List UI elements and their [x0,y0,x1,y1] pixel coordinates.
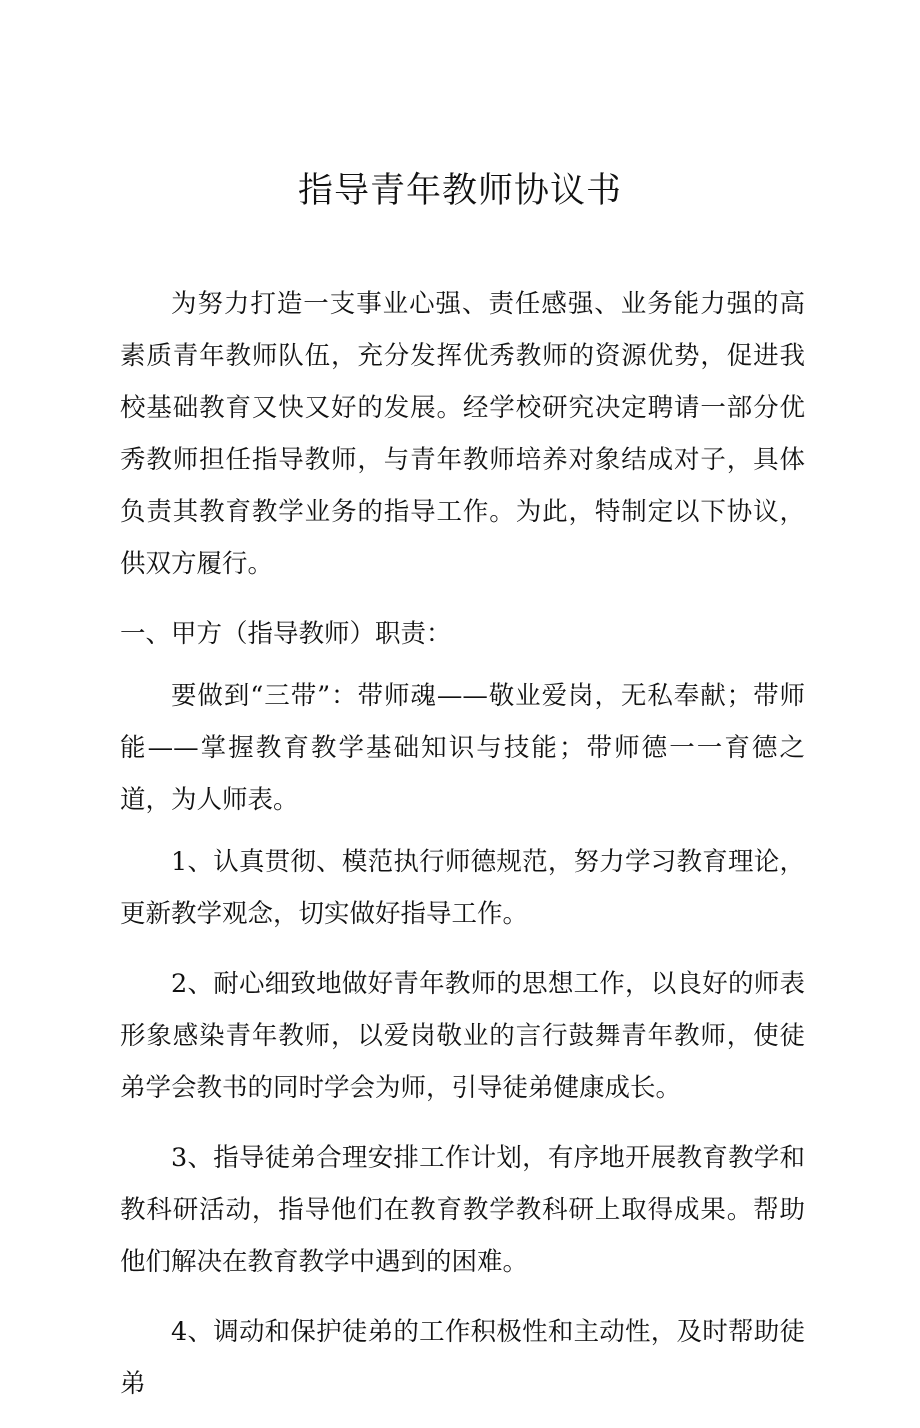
item-4-paragraph: 4、调动和保护徒弟的工作积极性和主动性，及时帮助徒弟 [120,1317,805,1399]
item-1-paragraph: 1、认真贯彻、模范执行师德规范，努力学习教育理论，更新教学观念，切实做好指导工作。 [120,847,805,929]
item-3-paragraph: 3、指导徒弟合理安排工作计划，有序地开展教育教学和教科研活动，指导他们在教育教学教科研上取得成果。帮助他们解决在教育教学中遇到的困难。 [120,1143,805,1277]
intro-paragraph: 为努力打造一支事业心强、责任感强、业务能力强的高素质青年教师队伍，充分发挥优秀教师的资源优势，促进我校基础教育又快又好的发展。经学校研究决定聘请一部分优秀教师担任指导教师，与青年教师培养对象结成对子，具体负责其教育教学业务的指导工作。为此，特制定以下协议，供双方履行。 [120,289,805,579]
section-one-heading: 一、甲方（指导教师）职责： [120,619,452,649]
document-title: 指导青年教师协议书 [297,171,622,211]
item-2-paragraph: 2、耐心细致地做好青年教师的思想工作，以良好的师表形象感染青年教师，以爱岗敬业的言行鼓舞青年教师，使徒弟学会教书的同时学会为师，引导徒弟健康成长。 [120,969,805,1103]
document-body [120,278,805,1428]
three-dai-paragraph: 要做到“三带”：带师魂——敬业爱岗，无私奉献；带师能——掌握教育教学基础知识与技能；带师德一一育德之道，为人师表。 [120,681,805,815]
